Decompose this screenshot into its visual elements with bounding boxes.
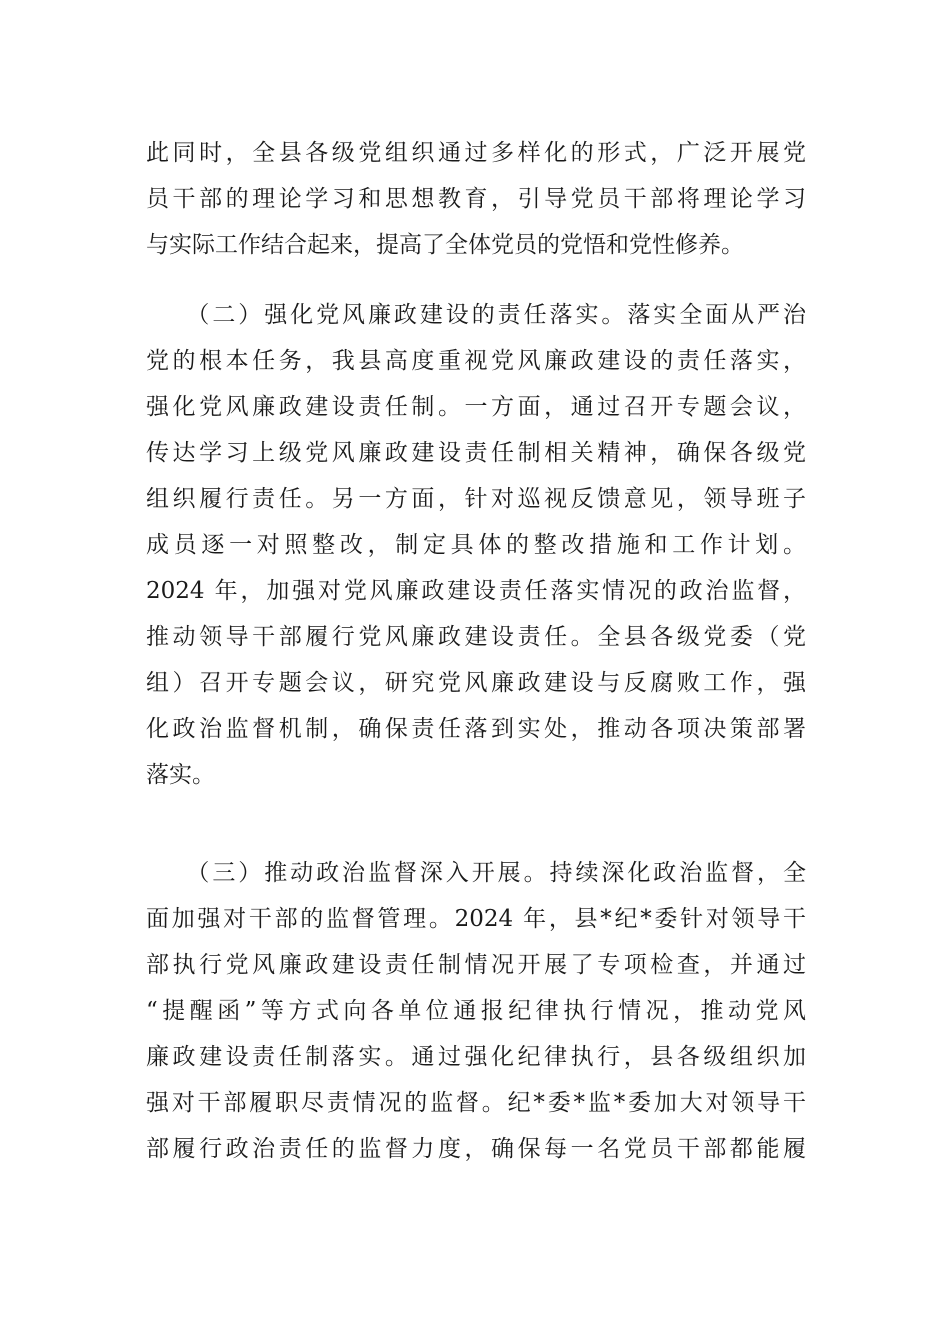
text-line: （二）强化党风廉政建设的责任落实。落实全面从严治 xyxy=(146,302,806,328)
text-line: 组织履行责任。另一方面，针对巡视反馈意见，领导班子 xyxy=(146,486,806,512)
text-line: （三）推动政治监督深入开展。持续深化政治监督，全 xyxy=(146,860,806,886)
text-line: 部执行党风廉政建设责任制情况开展了专项检查，并通过 xyxy=(146,952,806,978)
text-line: 成员逐一对照整改，制定具体的整改措施和工作计划。 xyxy=(146,532,806,558)
text-line: 面加强对干部的监督管理。2024 年，县*纪*委针对领导干 xyxy=(146,906,806,932)
text-line: 部履行政治责任的监督力度，确保每一名党员干部都能履 xyxy=(146,1136,806,1162)
text-line: 化政治监督机制，确保责任落到实处，推动各项决策部署 xyxy=(146,716,806,742)
text-line: 2024 年，加强对党风廉政建设责任落实情况的政治监督， xyxy=(146,578,806,604)
text-line: 此同时，全县各级党组织通过多样化的形式，广泛开展党 xyxy=(146,140,806,166)
paragraph-1 xyxy=(146,130,806,268)
text-line: 廉政建设责任制落实。通过强化纪律执行，县各级组织加 xyxy=(146,1044,806,1070)
text-line: 落实。 xyxy=(146,762,215,788)
text-line: 与实际工作结合起来，提高了全体党员的党悟和党性修养。 xyxy=(146,232,744,258)
text-line: 组）召开专题会议，研究党风廉政建设与反腐败工作，强 xyxy=(146,670,806,696)
text-line: 党的根本任务，我县高度重视党风廉政建设的责任落实， xyxy=(146,348,806,374)
text-line: 强对干部履职尽责情况的监督。纪*委*监*委加大对领导干 xyxy=(146,1090,806,1116)
text-line: “提醒函”等方式向各单位通报纪律执行情况，推动党风 xyxy=(146,998,806,1024)
text-line: 传达学习上级党风廉政建设责任制相关精神，确保各级党 xyxy=(146,440,806,466)
text-line: 强化党风廉政建设责任制。一方面，通过召开专题会议， xyxy=(146,394,806,420)
paragraph-2 xyxy=(146,292,806,798)
text-line: 推动领导干部履行党风廉政建设责任。全县各级党委（党 xyxy=(146,624,806,650)
text-line: 员干部的理论学习和思想教育，引导党员干部将理论学习 xyxy=(146,186,806,212)
paragraph-3 xyxy=(146,850,806,1172)
